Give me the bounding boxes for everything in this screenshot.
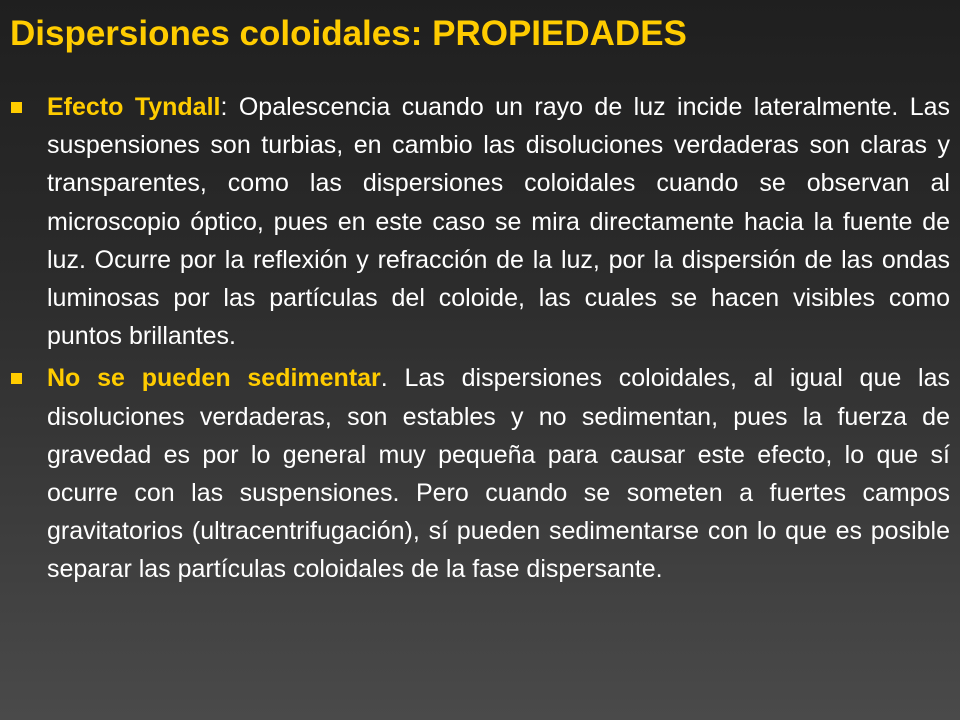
bullet-list	[10, 88, 950, 593]
bullet-text: . Las dispersiones coloidales, al igual que las disoluciones verdaderas, son estables y no sedimentan, pues la fuerza de gravedad es por lo general muy pequeña para causar este efecto, lo que sí ocurre con las suspensiones. Pero cuando se someten a fuertes campos gravitatorios (ultracentrifugación), sí pueden sedimentarse con lo que es posible separar las partículas coloidales de la fase dispersante.	[47, 364, 950, 584]
title-separator: :	[410, 14, 423, 53]
bullet-item-tyndall	[10, 88, 950, 355]
bullet-lead: No se pueden sedimentar	[47, 364, 381, 393]
square-bullet-icon	[11, 373, 22, 384]
title-accent: PROPIEDADES	[432, 14, 687, 53]
title-main: Dispersiones coloidales	[10, 14, 411, 53]
square-bullet-icon	[11, 102, 22, 113]
bullet-lead: Efecto Tyndall	[47, 93, 221, 121]
bullet-item-sedimentation	[10, 359, 950, 588]
bullet-text: : Opalescencia cuando un rayo de luz incide lateralmente. Las suspensiones son turbias, en cambio las disoluciones verdaderas son claras y transparentes, como las dispersiones coloidales cuando se observan al microscopio óptico, pues en este caso se mira directamente hacia la fuente de luz. Ocurre por la reflexión y refracción de la luz, por la dispersión de las ondas luminosas por las partículas del coloide, las cuales se hacen visibles como puntos brillantes.	[47, 93, 950, 351]
slide-title	[10, 12, 687, 56]
